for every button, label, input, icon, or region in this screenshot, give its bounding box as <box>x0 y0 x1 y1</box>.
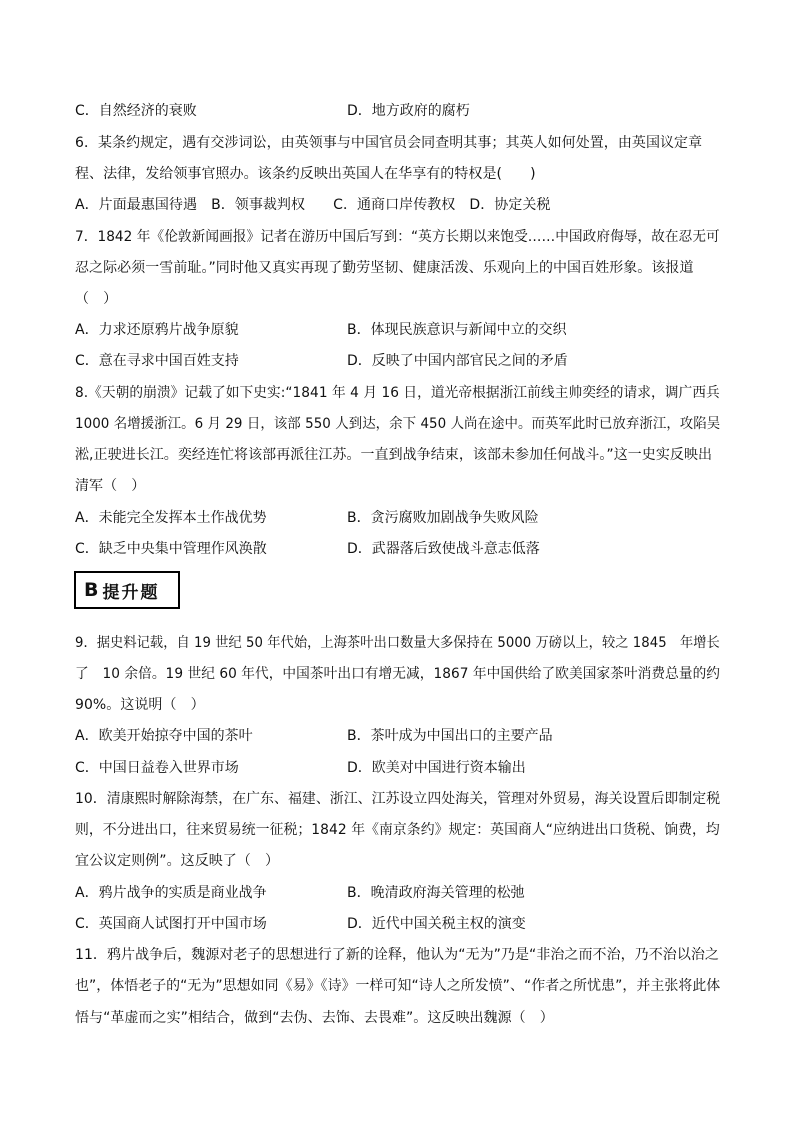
q10-stem-line-3: 宜公议定则例”。这反映了（ ） <box>75 853 280 869</box>
q5-option-c: C．自然经济的衰败 <box>75 103 197 119</box>
q10-option-c: C．英国商人试图打开中国市场 <box>75 916 267 932</box>
q9-option-d: D．欧美对中国进行资本输出 <box>347 760 526 776</box>
q8-option-b: B．贪污腐败加剧战争失败风险 <box>347 510 539 526</box>
q10-stem-line-1: 10．清康熙时解除海禁，在广东、福建、浙江、江苏设立四处海关，管理对外贸易，海关设置后即制定税 <box>75 791 721 807</box>
section-b-header <box>74 571 180 609</box>
q6-stem-line-2: 程、法律，发给领事官照办。该条约反映出英国人在华享有的特权是( ) <box>75 166 536 182</box>
q8-stem-line-4: 清军（ ） <box>75 478 146 494</box>
q9-option-c: C．中国日益卷入世界市场 <box>75 760 239 776</box>
q10-stem-line-2: 则，不分进出口，往来贸易统一征税；1842 年《南京条约》规定：英国商人“应纳进出口货税、饷费，均 <box>75 822 720 838</box>
q7-option-b: B．体现民族意识与新闻中立的交织 <box>347 322 567 338</box>
q11-stem-line-3: 悟与“革虚而之实”相结合，做到“去伪、去饰、去畏难”。这反映出魏源（ ） <box>75 1010 554 1026</box>
q7-stem-line-1: 7．1842 年《伦敦新闻画报》记者在游历中国后写到：“英方长期以来饱受……中国政府侮辱，故在忍无可 <box>75 229 720 245</box>
q10-option-d: D．近代中国关税主权的演变 <box>347 916 526 932</box>
q8-stem-line-1: 8.《天朝的崩溃》记载了如下史实:“1841 年 4 月 16 日，道光帝根据浙江前线主帅奕经的请求，调广西兵 <box>75 385 720 401</box>
q7-stem-line-3: （ ） <box>75 291 118 307</box>
q9-option-a: A．欧美开始掠夺中国的茶叶 <box>75 728 253 744</box>
q7-option-d: D．反映了中国内部官民之间的矛盾 <box>347 353 568 369</box>
q5-option-d: D．地方政府的腐朽 <box>347 103 470 119</box>
q8-option-a: A．未能完全发挥本土作战优势 <box>75 510 267 526</box>
q10-option-a: A．鸦片战争的实质是商业战争 <box>75 885 267 901</box>
q9-stem-line-1: 9．据史料记载，自 19 世纪 50 年代始，上海茶叶出口数量大多保持在 5000 万磅以上，较之 1845 年增长 <box>75 635 720 651</box>
q6-options: A．片面最惠国待遇 B．领事裁判权 C．通商口岸传教权 D．协定关税 <box>75 197 551 213</box>
q7-option-a: A．力求还原鸦片战争原貌 <box>75 322 239 338</box>
q7-option-c: C．意在寻求中国百姓支持 <box>75 353 239 369</box>
q7-stem-line-2: 忍之际必须一雪前耻。”同时他又真实再现了勤劳坚韧、健康活泼、乐观向上的中国百姓形象。该报道 <box>75 260 694 276</box>
section-b-title: 提升题 <box>102 582 160 603</box>
q9-stem-line-2: 了 10 余倍。19 世纪 60 年代，中国茶叶出口有增无减，1867 年中国供给了欧美国家茶叶消费总量的约 <box>75 666 721 682</box>
q10-option-b: B．晚清政府海关管理的松弛 <box>347 885 525 901</box>
q11-stem-line-1: 11．鸦片战争后，魏源对老子的思想进行了新的诠释，他认为“无为”乃是“非治之而不治，乃不治以治之 <box>75 947 719 963</box>
section-b-letter: B <box>84 579 99 601</box>
q9-stem-line-3: 90%。这说明（ ） <box>75 697 205 713</box>
q11-stem-line-2: 也”，体悟老子的“无为”思想如同《易》《诗》一样可知“诗人之所发愤”、“作者之所忧患”，并主张将此体 <box>75 978 721 994</box>
q8-stem-line-2: 1000 名增援浙江。6 月 29 日，该部 550 人到达，余下 450 人尚在途中。而英军此时已放弃浙江，攻陷吴 <box>75 416 721 432</box>
q8-option-c: C．缺乏中央集中管理作风涣散 <box>75 541 267 557</box>
q6-stem-line-1: 6．某条约规定，遇有交涉词讼，由英领事与中国官员会同查明其事；其英人如何处置，由英国议定章 <box>75 135 703 151</box>
q8-stem-line-3: 淞,正驶进长江。奕经连忙将该部再派往江苏。一直到战争结束，该部未参加任何战斗。”这一史实反映出 <box>75 447 713 463</box>
q9-option-b: B．茶叶成为中国出口的主要产品 <box>347 728 553 744</box>
q8-option-d: D．武器落后致使战斗意志低落 <box>347 541 540 557</box>
